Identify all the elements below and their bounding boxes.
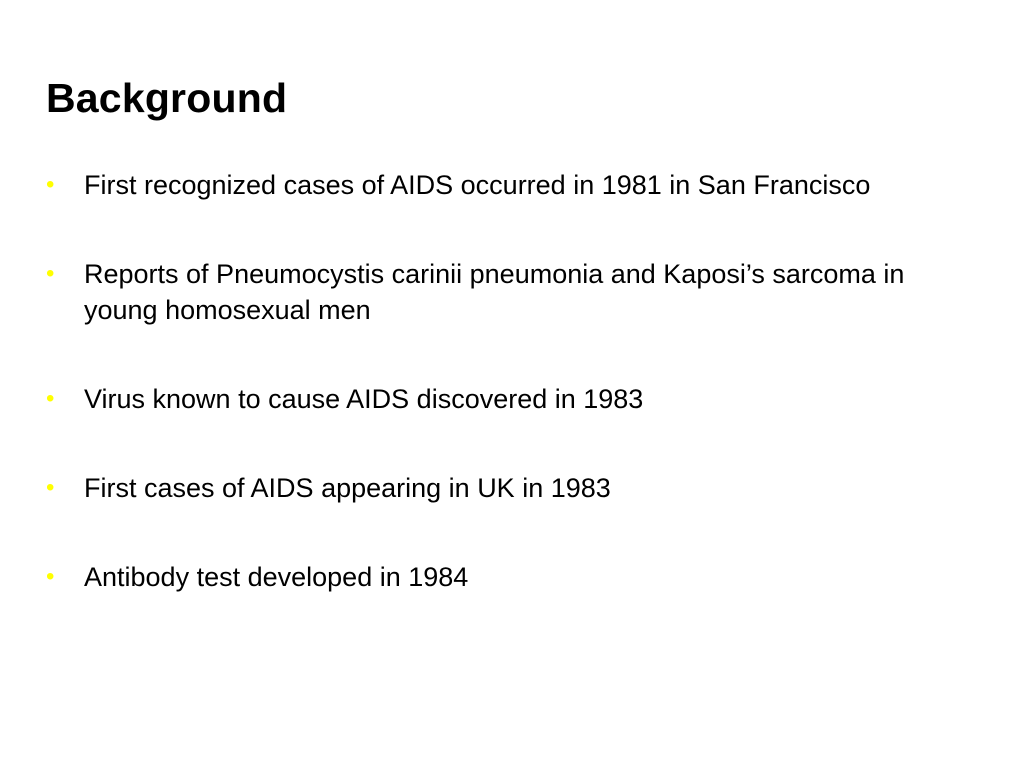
bullet-dot-icon: •: [46, 474, 55, 501]
bullet-text: First recognized cases of AIDS occurred in 1981 in San Francisco: [84, 170, 871, 200]
bullet-item: [46, 470, 976, 506]
slide-title: Background: [46, 75, 288, 121]
bullet-text: First cases of AIDS appearing in UK in 1983: [84, 473, 611, 503]
bullet-text: Virus known to cause AIDS discovered in 1983: [84, 384, 644, 414]
bullet-item: [46, 256, 976, 328]
bullet-item: [46, 559, 976, 595]
bullet-text: Reports of Pneumocystis carinii pneumonia and Kaposi’s sarcoma in young homosexual men: [84, 259, 905, 325]
bullet-dot-icon: •: [46, 260, 55, 287]
bullet-item: [46, 381, 976, 417]
bullet-item: [46, 167, 976, 203]
bullet-text: Antibody test developed in 1984: [84, 562, 469, 592]
bullet-dot-icon: •: [46, 171, 55, 198]
bullet-dot-icon: •: [46, 563, 55, 590]
bullet-list: [46, 167, 976, 595]
bullet-dot-icon: •: [46, 385, 55, 412]
